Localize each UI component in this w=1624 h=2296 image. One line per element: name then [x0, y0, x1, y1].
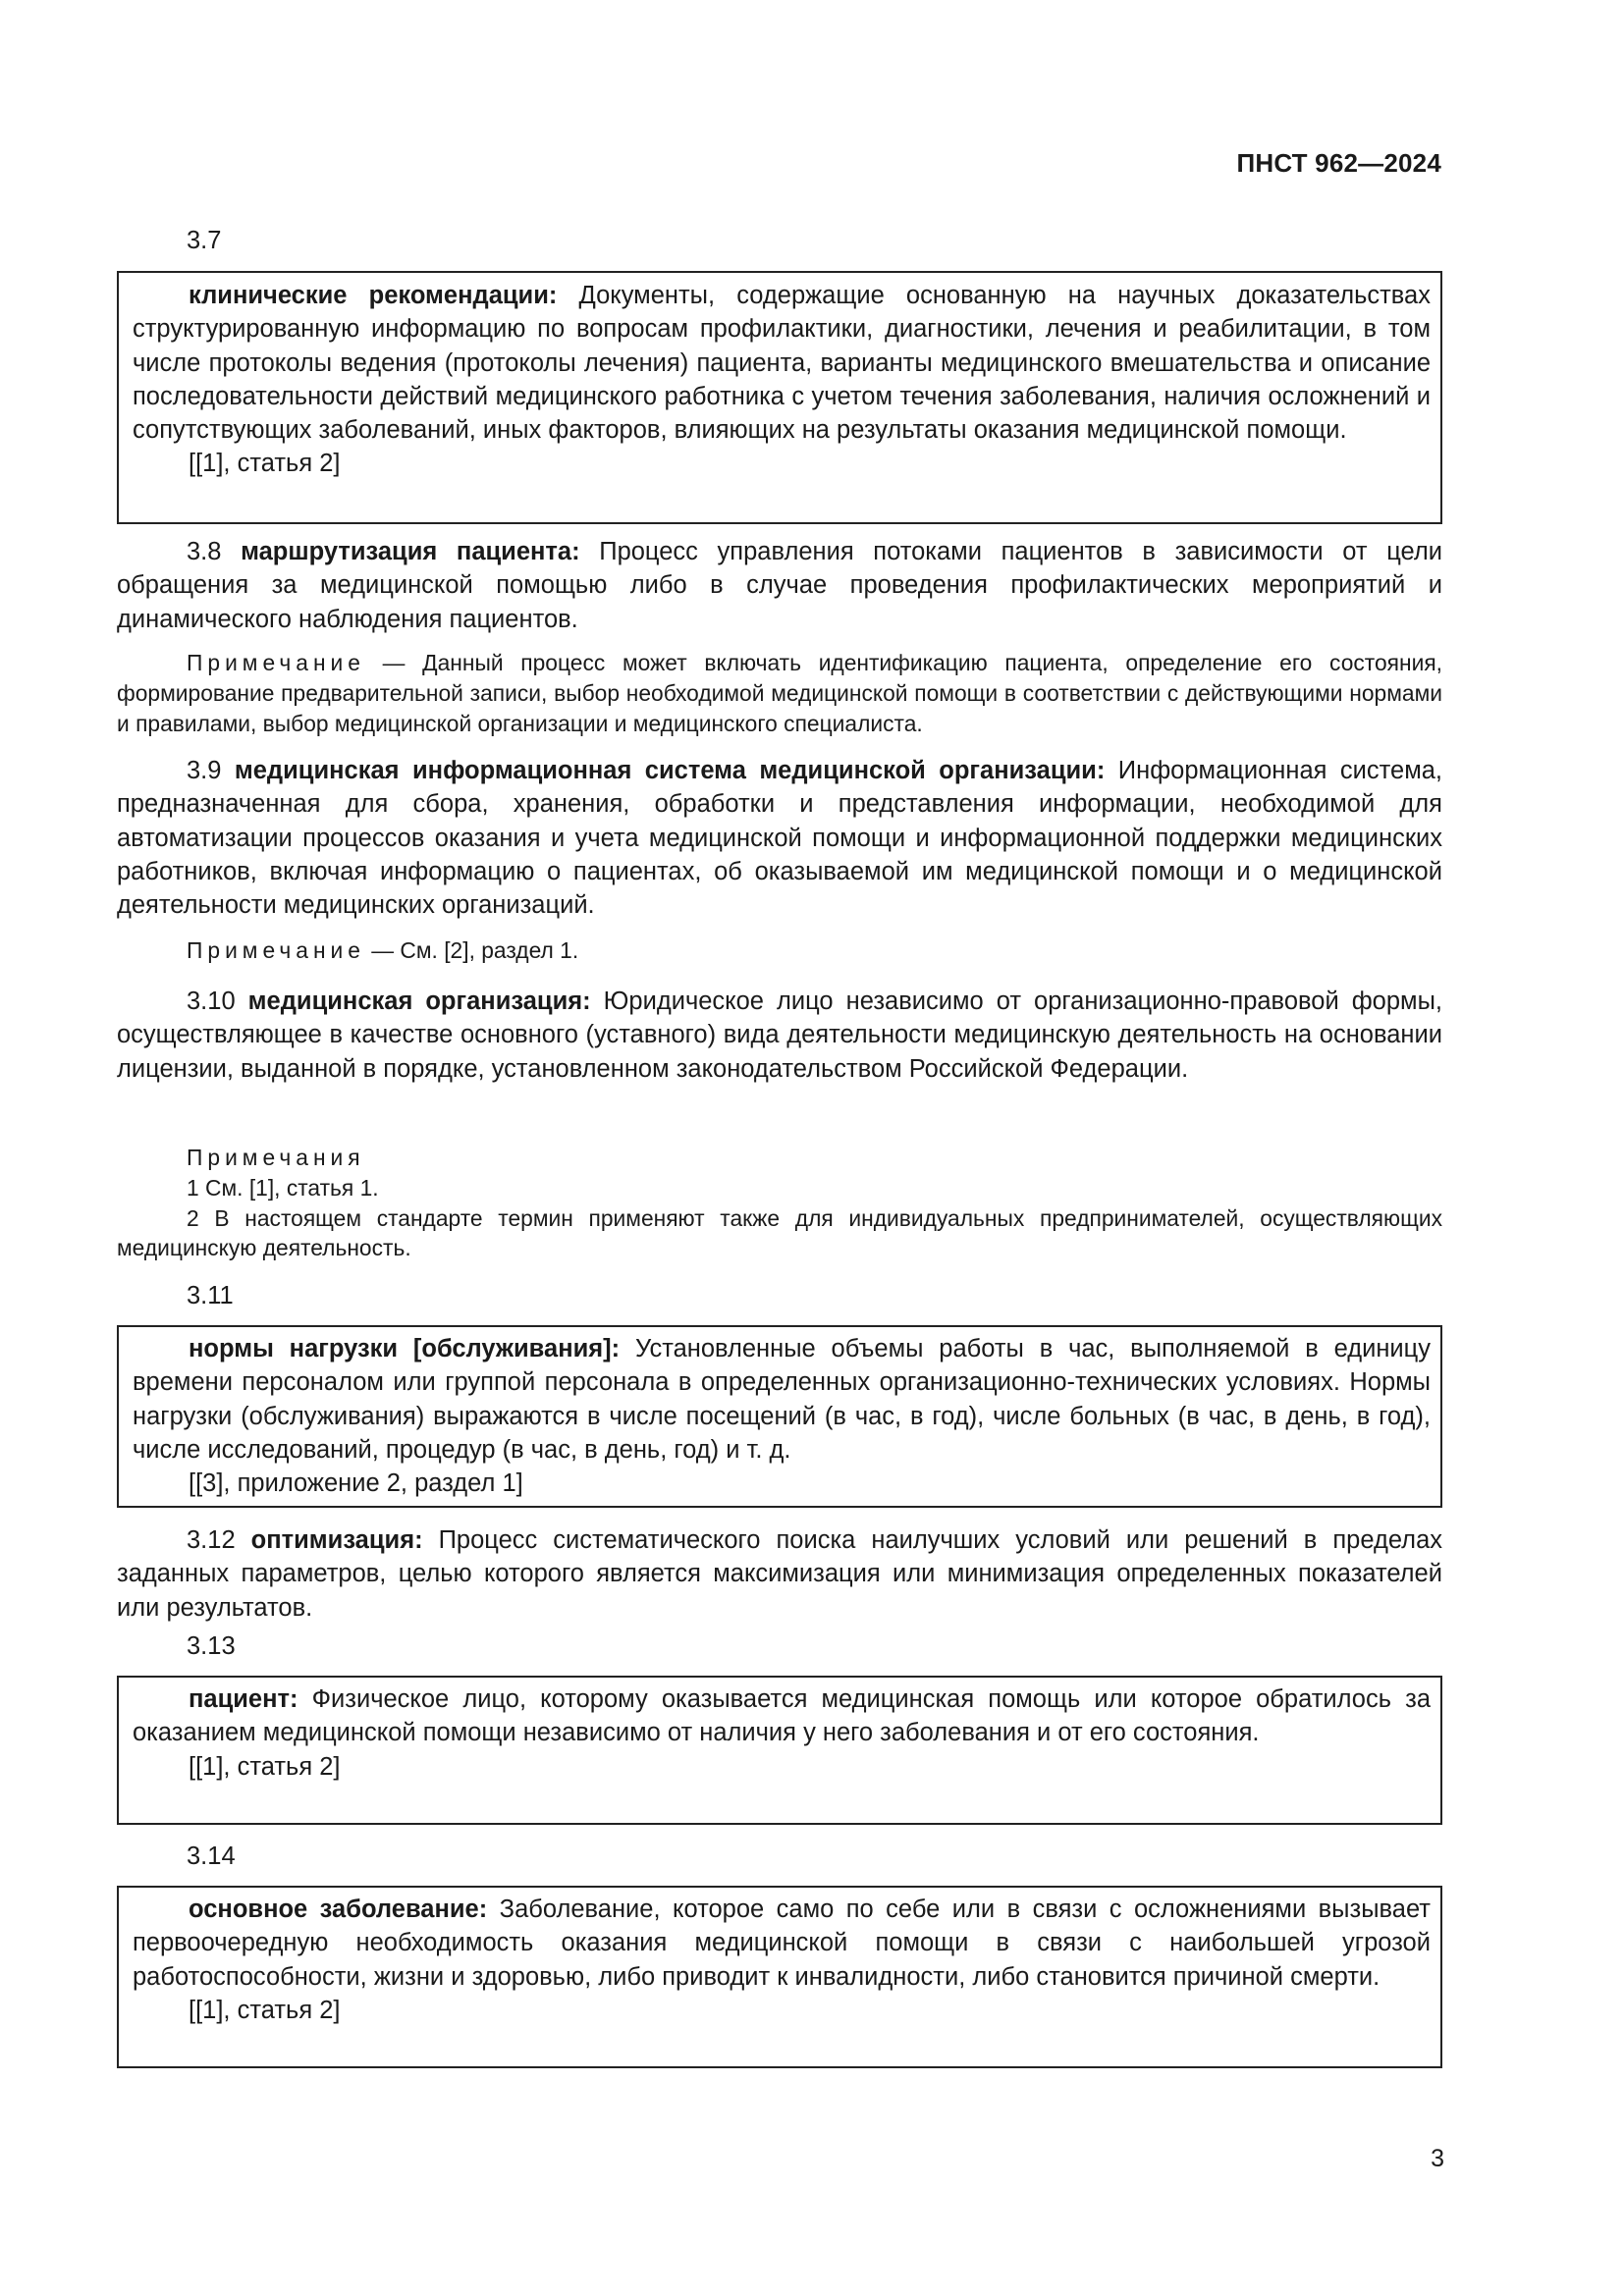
definition: Процесс управления потоками пациентов в зависимости от цели обращения за медицинской помощью либо в случае проведения профилактических мероприятий и динамического наблюдения пациентов. — [117, 538, 1442, 633]
definition: Установленные объемы работы в час, выполняемой в единицу времени персоналом или группой персонала в определенных организационно-технических условиях. Нормы нагрузки (обслуживания) выражаются в числе посещений (в час, в год), числе больных (в час, в день, в год), числе исследований, процедур (в час, в день, год) и т. д. — [133, 1335, 1432, 1464]
definition-box-3-14 — [117, 1886, 1442, 2068]
reference: [[1], статья 2] — [189, 1752, 341, 1781]
reference: [[1], статья 2] — [189, 1996, 341, 2024]
definition-box-3-13 — [117, 1676, 1442, 1825]
definition: Процесс систематического поиска наилучших условий или решений в пределах заданных параметров, целью которого является максимизация или минимизация определенных показателей или результатов. — [117, 1526, 1442, 1622]
notes-label: Примечания — [187, 1145, 365, 1170]
note-3-9 — [117, 935, 1442, 966]
term: основное заболевание: — [189, 1896, 488, 1923]
definition-box-3-11 — [117, 1325, 1442, 1508]
definition-box-3-7 — [117, 271, 1442, 524]
term: пациент: — [189, 1685, 298, 1713]
definition-text — [133, 1893, 1431, 1994]
note-3-8 — [117, 648, 1442, 738]
section-number-3-11: 3.11 — [187, 1282, 234, 1309]
definition-text — [117, 1523, 1442, 1625]
section-3-10 — [117, 985, 1442, 1086]
section-number: 3.9 — [187, 757, 222, 784]
term: оптимизация: — [250, 1526, 423, 1554]
note-label: Примечание — [187, 937, 365, 963]
section-number-3-13: 3.13 — [187, 1632, 236, 1660]
section-number: 3.10 — [187, 988, 236, 1015]
term: медицинская организация: — [247, 988, 591, 1015]
section-3-8 — [117, 535, 1442, 636]
reference: [[3], приложение 2, раздел 1] — [189, 1469, 523, 1498]
note-label: Примечание — [187, 650, 365, 675]
definition-text — [133, 1682, 1431, 1750]
section-3-12 — [117, 1523, 1442, 1625]
definition: Физическое лицо, которому оказывается медицинская помощь или которое обратилось за оказанием медицинской помощи независимо от наличия у него заболевания и от его состояния. — [133, 1685, 1431, 1747]
definition-text — [133, 279, 1431, 447]
definition: Заболевание, которое само по себе или в связи с осложнениями вызывает первоочередную необходимость оказания медицинской помощи в связи с наибольшей угрозой работоспособности, жизни и здоровью, либо приводит к инвалидности, либо становится причиной смерти. — [133, 1896, 1431, 1991]
section-number-3-7: 3.7 — [187, 227, 222, 254]
definition: Документы, содержащие основанную на научных доказательствах структурированную информацию по вопросам профилактики, диагностики, лечения и реабилитации, в том числе протоколы ведения (протоколы лечения) пациента, варианты медицинского вмешательства и описание последовательности действий медицинского работника с учетом течения заболевания, наличия осложнений и сопутствующих заболеваний, иных факторов, влияющих на результаты оказания медицинской помощи. — [133, 282, 1431, 445]
definition-text — [117, 985, 1442, 1086]
term: клинические рекомендации: — [189, 282, 558, 309]
note-text: — Данный процесс может включать идентификацию пациента, определение его состояния, формирование предварительной записи, выбор необходимой медицинской помощи в соответствии с действующими нормами и правилами, выбор медицинской организации и медицинского специалиста. — [117, 650, 1442, 736]
term: медицинская информационная система медицинской организации: — [234, 757, 1106, 784]
document-code: ПНСТ 962—2024 — [1236, 148, 1441, 178]
reference: [[1], статья 2] — [189, 450, 341, 478]
definition-text — [117, 535, 1442, 636]
section-number-3-14: 3.14 — [187, 1842, 236, 1870]
note-1: 1 См. [1], статья 1. — [187, 1174, 379, 1201]
page-number: 3 — [1431, 2145, 1444, 2172]
definition-text — [117, 754, 1442, 922]
term: маршрутизация пациента: — [241, 538, 580, 565]
definition: Юридическое лицо независимо от организационно-правовой формы, осуществляющее в качестве основного (уставного) вида деятельности медицинскую деятельность на основании лицензии, выданной в порядке, установленном законодательством Российской Федерации. — [117, 988, 1442, 1083]
note-2: 2 В настоящем стандарте термин применяют также для индивидуальных предпринимателей, осуществляющих медицинскую деятельность. — [117, 1204, 1442, 1261]
section-number: 3.12 — [187, 1526, 236, 1554]
notes-3-10 — [117, 1143, 1442, 1263]
section-3-9 — [117, 754, 1442, 922]
term: нормы нагрузки [обслуживания]: — [189, 1335, 621, 1362]
definition-text — [133, 1332, 1431, 1467]
note-text: — См. [2], раздел 1. — [364, 937, 579, 963]
definition: Информационная система, предназначенная для сбора, хранения, обработки и представления информации, необходимой для автоматизации процессов оказания и учета медицинской помощи и информационной поддержки медицинских работников, включая информацию о пациентах, об оказываемой им медицинской помощи и о медицинской деятельности медицинских организаций. — [117, 757, 1442, 920]
section-number: 3.8 — [187, 538, 222, 565]
